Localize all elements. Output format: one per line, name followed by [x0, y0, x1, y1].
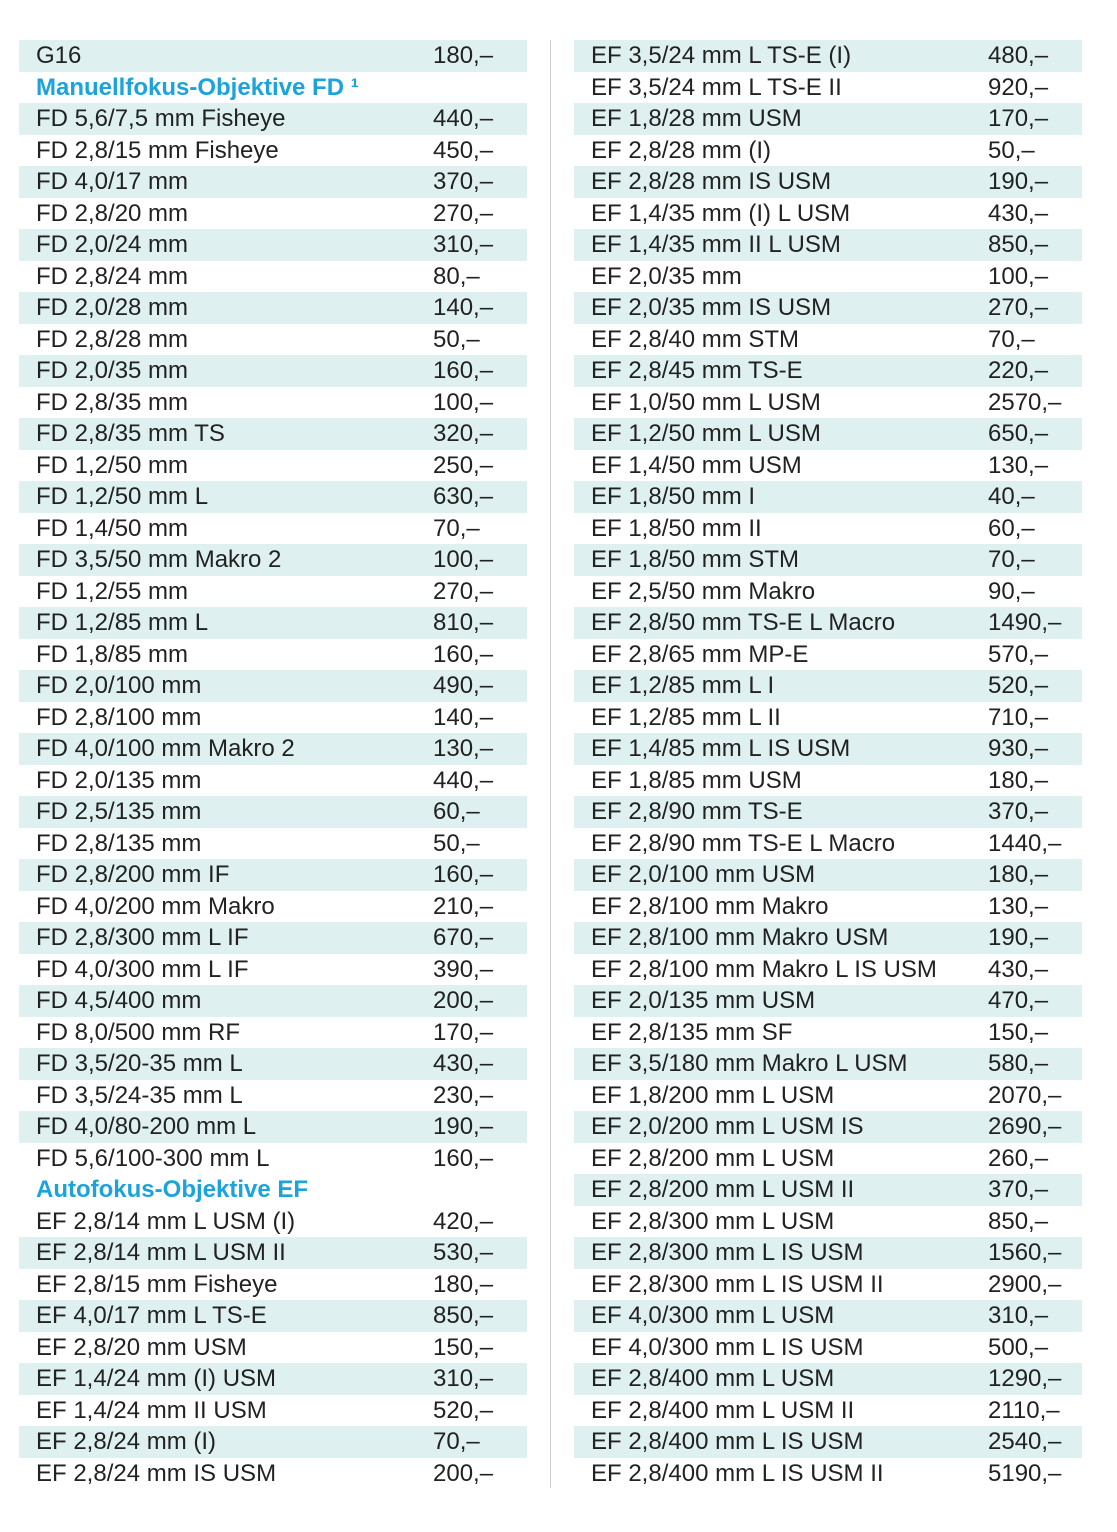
lens-price: 2540,– — [988, 1428, 1062, 1455]
lens-name: EF 2,8/90 mm TS-E L Macro — [591, 829, 896, 857]
lens-name: EF 1,8/50 mm STM — [591, 546, 800, 573]
lens-price: 930,– — [988, 735, 1049, 762]
price-row — [574, 985, 1082, 1017]
lens-price: 170,– — [433, 1018, 494, 1046]
lens-name: FD 1,2/50 mm — [36, 451, 189, 479]
lens-name: EF 2,8/90 mm TS-E — [591, 798, 803, 825]
section-heading-label: Manuellfokus-Objektive FD ¹ — [36, 73, 359, 101]
lens-name: EF 2,8/24 mm IS USM — [36, 1459, 277, 1487]
lens-name: EF 2,0/35 mm — [591, 262, 742, 290]
price-row — [19, 702, 527, 734]
price-row — [19, 1395, 527, 1427]
price-row — [574, 324, 1082, 356]
price-row — [19, 513, 527, 545]
section-heading-label: Autofokus-Objektive EF — [36, 1176, 309, 1203]
lens-name: FD 4,0/17 mm — [36, 168, 189, 195]
lens-name: EF 2,8/50 mm TS-E L Macro — [591, 609, 896, 636]
price-row — [19, 1017, 527, 1049]
lens-name: EF 1,4/24 mm II USM — [36, 1396, 267, 1424]
lens-price: 630,– — [433, 483, 494, 510]
price-row — [19, 355, 527, 387]
price-row — [19, 1143, 527, 1175]
price-row — [574, 1080, 1082, 1112]
lens-price: 570,– — [988, 640, 1049, 668]
lens-price: 180,– — [433, 1270, 494, 1298]
lens-name: EF 3,5/180 mm Makro L USM — [591, 1050, 908, 1077]
lens-name: EF 1,8/50 mm I — [591, 483, 756, 510]
lens-price: 180,– — [433, 42, 494, 69]
lens-name: EF 4,0/17 mm L TS-E — [36, 1302, 267, 1329]
lens-name: EF 2,8/14 mm L USM II — [36, 1239, 286, 1266]
price-row — [19, 198, 527, 230]
lens-name: FD 4,0/300 mm L IF — [36, 955, 249, 983]
lens-price: 2110,– — [988, 1396, 1060, 1424]
lens-price: 430,– — [988, 955, 1049, 983]
price-row — [19, 954, 527, 986]
lens-name: EF 2,8/400 mm L IS USM — [591, 1428, 864, 1455]
lens-price: 190,– — [988, 168, 1049, 195]
lens-name: FD 2,0/28 mm — [36, 294, 189, 321]
lens-price: 250,– — [433, 451, 494, 479]
price-row — [574, 828, 1082, 860]
lens-price: 580,– — [988, 1050, 1049, 1077]
lens-name: EF 1,8/28 mm USM — [591, 105, 802, 132]
lens-price: 390,– — [433, 955, 494, 983]
lens-price: 440,– — [433, 105, 494, 132]
lens-price: 270,– — [988, 294, 1049, 321]
lens-price: 220,– — [988, 357, 1049, 384]
lens-price: 420,– — [433, 1207, 494, 1235]
lens-name: EF 2,8/400 mm L USM II — [591, 1396, 855, 1424]
lens-price: 370,– — [988, 1176, 1049, 1203]
lens-price: 440,– — [433, 766, 494, 794]
lens-price: 1560,– — [988, 1239, 1062, 1266]
lens-name: EF 2,0/35 mm IS USM — [591, 294, 832, 321]
lens-price: 2900,– — [988, 1270, 1062, 1298]
lens-price: 50,– — [433, 325, 480, 353]
lens-price: 100,– — [433, 546, 494, 573]
lens-price: 130,– — [433, 735, 494, 762]
lens-price: 500,– — [988, 1333, 1049, 1361]
lens-name: FD 3,5/50 mm Makro 2 — [36, 546, 282, 573]
lens-price: 450,– — [433, 136, 494, 164]
lens-price: 170,– — [988, 105, 1049, 132]
lens-name: FD 2,8/200 mm IF — [36, 861, 230, 888]
lens-price: 40,– — [988, 483, 1035, 510]
lens-name: FD 3,5/24-35 mm L — [36, 1081, 243, 1109]
lens-name: FD 5,6/7,5 mm Fisheye — [36, 105, 286, 132]
lens-price: 50,– — [988, 136, 1035, 164]
lens-name: FD 2,8/15 mm Fisheye — [36, 136, 279, 164]
lens-price: 480,– — [988, 42, 1049, 69]
lens-name: EF 1,4/85 mm L IS USM — [591, 735, 851, 762]
price-row — [19, 166, 527, 198]
price-row — [574, 103, 1082, 135]
lens-name: FD 2,0/100 mm — [36, 672, 202, 699]
lens-name: EF 2,8/65 mm MP-E — [591, 640, 809, 668]
lens-name: FD 4,0/80-200 mm L — [36, 1113, 257, 1140]
price-row — [19, 576, 527, 608]
lens-price: 100,– — [988, 262, 1049, 290]
price-row — [19, 1458, 527, 1490]
price-row — [19, 1080, 527, 1112]
lens-price: 1440,– — [988, 829, 1062, 857]
lens-price: 270,– — [433, 577, 494, 605]
lens-price: 850,– — [988, 231, 1049, 258]
price-row — [574, 1300, 1082, 1332]
lens-price: 810,– — [433, 609, 494, 636]
lens-name: EF 2,8/200 mm L USM — [591, 1144, 835, 1172]
lens-price: 150,– — [988, 1018, 1049, 1046]
lens-name: FD 2,8/300 mm L IF — [36, 924, 249, 951]
price-row — [574, 387, 1082, 419]
lens-name: FD 2,8/28 mm — [36, 325, 189, 353]
price-row — [19, 261, 527, 293]
lens-price: 140,– — [433, 703, 494, 731]
lens-price: 200,– — [433, 1459, 494, 1487]
lens-price: 180,– — [988, 766, 1049, 794]
price-column-left — [19, 40, 527, 1489]
lens-name: EF 1,4/24 mm (I) USM — [36, 1365, 277, 1392]
price-row — [574, 1363, 1082, 1395]
lens-name: EF 2,8/45 mm TS-E — [591, 357, 803, 384]
price-row — [574, 859, 1082, 891]
price-row — [19, 859, 527, 891]
lens-name: FD 2,8/100 mm — [36, 703, 202, 731]
lens-name: EF 1,4/50 mm USM — [591, 451, 802, 479]
section-heading — [19, 1174, 527, 1206]
lens-name: FD 2,8/135 mm — [36, 829, 202, 857]
lens-name: FD 4,5/400 mm — [36, 987, 202, 1014]
price-row — [19, 103, 527, 135]
price-row — [19, 765, 527, 797]
price-row — [19, 1237, 527, 1269]
price-row — [19, 922, 527, 954]
price-row — [574, 1017, 1082, 1049]
lens-price: 2690,– — [988, 1113, 1062, 1140]
lens-price: 310,– — [433, 1365, 494, 1392]
price-row — [574, 1174, 1082, 1206]
price-row — [574, 40, 1082, 72]
lens-name: FD 2,0/24 mm — [36, 231, 189, 258]
lens-price: 140,– — [433, 294, 494, 321]
price-row — [19, 418, 527, 450]
lens-name: EF 2,8/400 mm L USM — [591, 1365, 835, 1392]
lens-name: EF 2,8/300 mm L IS USM II — [591, 1270, 884, 1298]
lens-price: 320,– — [433, 420, 494, 447]
price-row — [19, 828, 527, 860]
lens-name: FD 5,6/100-300 mm L — [36, 1144, 270, 1172]
lens-name: FD 2,8/24 mm — [36, 262, 189, 290]
price-row — [19, 670, 527, 702]
price-row — [574, 1269, 1082, 1301]
lens-name: EF 2,8/100 mm Makro USM — [591, 924, 889, 951]
price-row — [574, 1395, 1082, 1427]
price-row — [574, 481, 1082, 513]
price-row — [574, 639, 1082, 671]
price-row — [574, 891, 1082, 923]
lens-price: 90,– — [988, 577, 1035, 605]
lens-price: 530,– — [433, 1239, 494, 1266]
price-row — [574, 355, 1082, 387]
price-row — [574, 1048, 1082, 1080]
price-row — [19, 607, 527, 639]
lens-price: 50,– — [433, 829, 480, 857]
price-row — [19, 40, 527, 72]
lens-price: 670,– — [433, 924, 494, 951]
lens-name: EF 3,5/24 mm L TS-E II — [591, 73, 842, 101]
lens-price: 70,– — [433, 514, 480, 542]
price-row — [574, 450, 1082, 482]
price-row — [574, 544, 1082, 576]
lens-price: 2570,– — [988, 388, 1062, 416]
lens-price: 850,– — [988, 1207, 1049, 1235]
price-row — [574, 513, 1082, 545]
lens-price: 490,– — [433, 672, 494, 699]
lens-price: 520,– — [988, 672, 1049, 699]
lens-price: 70,– — [988, 325, 1035, 353]
price-row — [19, 324, 527, 356]
lens-price: 470,– — [988, 987, 1049, 1014]
price-row — [574, 954, 1082, 986]
lens-name: FD 1,2/55 mm — [36, 577, 189, 605]
lens-price: 2070,– — [988, 1081, 1062, 1109]
lens-price: 70,– — [988, 546, 1035, 573]
price-row — [574, 1206, 1082, 1238]
lens-price: 920,– — [988, 73, 1049, 101]
price-row — [574, 796, 1082, 828]
lens-price: 130,– — [988, 451, 1049, 479]
lens-price: 160,– — [433, 357, 494, 384]
lens-name: FD 1,2/50 mm L — [36, 483, 209, 510]
lens-price: 160,– — [433, 861, 494, 888]
column-divider — [550, 40, 551, 1488]
lens-price: 190,– — [433, 1113, 494, 1140]
lens-price: 430,– — [433, 1050, 494, 1077]
price-row — [574, 166, 1082, 198]
price-row — [574, 670, 1082, 702]
lens-name: EF 1,4/35 mm II L USM — [591, 231, 841, 258]
lens-name: FD 2,8/20 mm — [36, 199, 189, 227]
price-column-right — [574, 40, 1082, 1489]
lens-name: FD 3,5/20-35 mm L — [36, 1050, 243, 1077]
lens-name: EF 4,0/300 mm L USM — [591, 1302, 835, 1329]
lens-price: 100,– — [433, 388, 494, 416]
price-row — [574, 1111, 1082, 1143]
lens-price: 1490,– — [988, 609, 1062, 636]
lens-name: EF 2,0/100 mm USM — [591, 861, 816, 888]
price-row — [574, 702, 1082, 734]
lens-name: FD 1,8/85 mm — [36, 640, 189, 668]
lens-name: EF 1,2/85 mm L II — [591, 703, 781, 731]
price-row — [19, 796, 527, 828]
price-row — [574, 1143, 1082, 1175]
price-row — [19, 639, 527, 671]
lens-name: EF 2,0/135 mm USM — [591, 987, 816, 1014]
price-row — [574, 733, 1082, 765]
price-row — [19, 544, 527, 576]
lens-name: EF 2,8/300 mm L USM — [591, 1207, 835, 1235]
price-row — [19, 387, 527, 419]
lens-price: 310,– — [433, 231, 494, 258]
lens-price: 190,– — [988, 924, 1049, 951]
price-row — [574, 1458, 1082, 1490]
lens-price: 150,– — [433, 1333, 494, 1361]
lens-name: FD 1,2/85 mm L — [36, 609, 209, 636]
price-row — [19, 1363, 527, 1395]
lens-price: 70,– — [433, 1428, 480, 1455]
lens-name: EF 2,8/28 mm IS USM — [591, 168, 832, 195]
price-row — [19, 1111, 527, 1143]
price-row — [19, 292, 527, 324]
lens-price: 80,– — [433, 262, 480, 290]
price-row — [574, 198, 1082, 230]
price-row — [574, 607, 1082, 639]
lens-price: 160,– — [433, 640, 494, 668]
price-row — [19, 135, 527, 167]
lens-name: EF 2,8/40 mm STM — [591, 325, 800, 353]
lens-name: EF 1,2/50 mm L USM — [591, 420, 821, 447]
lens-price: 520,– — [433, 1396, 494, 1424]
lens-name: EF 1,4/35 mm (I) L USM — [591, 199, 851, 227]
price-row — [574, 1332, 1082, 1364]
price-row — [574, 418, 1082, 450]
lens-name: EF 1,8/200 mm L USM — [591, 1081, 835, 1109]
lens-price: 60,– — [433, 798, 480, 825]
price-row — [19, 985, 527, 1017]
lens-name: FD 2,8/35 mm — [36, 388, 189, 416]
lens-name: FD 8,0/500 mm RF — [36, 1018, 241, 1046]
lens-name: EF 2,0/200 mm L USM IS — [591, 1113, 864, 1140]
price-row — [19, 1300, 527, 1332]
lens-price: 370,– — [988, 798, 1049, 825]
lens-name: EF 2,8/100 mm Makro — [591, 892, 829, 920]
price-row — [19, 733, 527, 765]
lens-price: 1290,– — [988, 1365, 1062, 1392]
lens-name: EF 1,8/85 mm USM — [591, 766, 802, 794]
price-row — [574, 922, 1082, 954]
lens-name: G16 — [36, 42, 82, 69]
lens-name: EF 2,8/200 mm L USM II — [591, 1176, 855, 1203]
price-row — [574, 576, 1082, 608]
price-row — [574, 292, 1082, 324]
lens-price: 850,– — [433, 1302, 494, 1329]
lens-name: EF 2,8/20 mm USM — [36, 1333, 247, 1361]
lens-price: 260,– — [988, 1144, 1049, 1172]
price-row — [19, 1206, 527, 1238]
price-row — [19, 1332, 527, 1364]
section-heading — [19, 72, 527, 104]
price-row — [19, 450, 527, 482]
lens-name: EF 2,8/28 mm (I) — [591, 136, 772, 164]
lens-price: 5190,– — [988, 1459, 1062, 1487]
lens-name: FD 2,8/35 mm TS — [36, 420, 225, 447]
lens-price: 430,– — [988, 199, 1049, 227]
lens-name: FD 2,5/135 mm — [36, 798, 202, 825]
lens-name: FD 4,0/100 mm Makro 2 — [36, 735, 295, 762]
lens-price: 60,– — [988, 514, 1035, 542]
lens-name: FD 1,4/50 mm — [36, 514, 189, 542]
lens-name: EF 2,8/100 mm Makro L IS USM — [591, 955, 937, 983]
lens-price: 310,– — [988, 1302, 1049, 1329]
lens-price: 130,– — [988, 892, 1049, 920]
price-row — [574, 261, 1082, 293]
lens-name: EF 2,8/400 mm L IS USM II — [591, 1459, 884, 1487]
lens-name: EF 2,8/300 mm L IS USM — [591, 1239, 864, 1266]
lens-price: 210,– — [433, 892, 494, 920]
lens-price: 710,– — [988, 703, 1049, 731]
lens-name: FD 2,0/135 mm — [36, 766, 202, 794]
price-row — [19, 229, 527, 261]
lens-name: EF 2,8/24 mm (I) — [36, 1428, 217, 1455]
lens-name: EF 3,5/24 mm L TS-E (I) — [591, 42, 852, 69]
lens-price: 370,– — [433, 168, 494, 195]
lens-name: EF 1,0/50 mm L USM — [591, 388, 821, 416]
lens-price: 650,– — [988, 420, 1049, 447]
lens-name: EF 1,8/50 mm II — [591, 514, 762, 542]
price-row — [19, 1426, 527, 1458]
price-row — [574, 135, 1082, 167]
price-row — [19, 481, 527, 513]
lens-name: EF 2,5/50 mm Makro — [591, 577, 816, 605]
lens-name: EF 4,0/300 mm L IS USM — [591, 1333, 864, 1361]
lens-name: EF 1,2/85 mm L I — [591, 672, 775, 699]
lens-price: 160,– — [433, 1144, 494, 1172]
lens-name: FD 4,0/200 mm Makro — [36, 892, 275, 920]
price-row — [574, 72, 1082, 104]
lens-name: FD 2,0/35 mm — [36, 357, 189, 384]
price-row — [19, 1048, 527, 1080]
price-row — [19, 1269, 527, 1301]
lens-price: 230,– — [433, 1081, 494, 1109]
price-row — [19, 891, 527, 923]
price-row — [574, 229, 1082, 261]
lens-name: EF 2,8/15 mm Fisheye — [36, 1270, 278, 1298]
lens-price: 180,– — [988, 861, 1049, 888]
lens-name: EF 2,8/14 mm L USM (I) — [36, 1207, 296, 1235]
price-row — [574, 1426, 1082, 1458]
lens-price: 200,– — [433, 987, 494, 1014]
lens-name: EF 2,8/135 mm SF — [591, 1018, 793, 1046]
price-row — [574, 1237, 1082, 1269]
lens-price: 270,– — [433, 199, 494, 227]
price-row — [574, 765, 1082, 797]
